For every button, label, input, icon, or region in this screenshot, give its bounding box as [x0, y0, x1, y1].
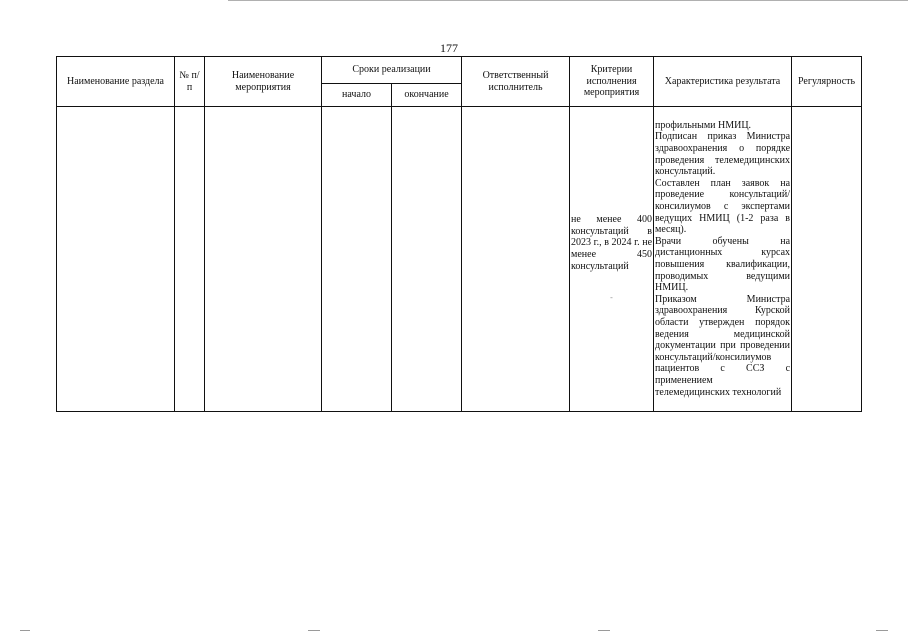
criteria-mark: - [610, 293, 613, 303]
result-line: Врачи обучены на дистанционных курсах повышения квалификации, проводимых ведущими НМИЦ. [655, 235, 791, 294]
result-line: Подписан приказ Министра здравоохранения о порядке проведения телемедицинских консультаций. [655, 131, 791, 178]
header-end: окончание [392, 84, 462, 107]
header-regularity: Регулярность [792, 57, 862, 107]
cell-number [175, 107, 205, 412]
cell-end [392, 107, 462, 412]
scan-top-rule [228, 0, 908, 1]
scan-mark [598, 630, 610, 631]
cell-result [654, 107, 792, 412]
cell-criteria [570, 107, 654, 412]
page-number [0, 41, 908, 56]
cell-activity-name [205, 107, 322, 412]
header-responsible: Ответственный исполнитель [462, 57, 570, 107]
criteria-text: не менее 400 консультаций в 2023 г., в 2024 г. не менее 450 консультаций [571, 214, 653, 272]
table-row [57, 107, 862, 412]
activity-plan-table [56, 56, 862, 412]
cell-start [322, 107, 392, 412]
scan-mark [20, 630, 30, 631]
result-text [654, 120, 791, 398]
scan-mark [308, 630, 320, 631]
result-line: Составлен план заявок на проведение консультаций/консилиумов с экспертами ведущих НМИЦ (1-2 раза в месяц). [655, 177, 791, 236]
header-section-name: Наименование раздела [57, 57, 175, 107]
header-activity-name: Наименование мероприятия [205, 57, 322, 107]
table-header [57, 57, 862, 107]
result-line: профильными НМИЦ. [655, 119, 752, 131]
cell-regularity [792, 107, 862, 412]
header-result: Характеристика результата [654, 57, 792, 107]
scan-mark [876, 630, 888, 631]
header-number: № п/п [175, 57, 205, 107]
cell-responsible [462, 107, 570, 412]
header-start: начало [322, 84, 392, 107]
header-criteria: Критерии исполнения мероприятия [570, 57, 654, 107]
cell-section-name [57, 107, 175, 412]
header-timeline: Сроки реализации [322, 57, 462, 84]
page-number-text: 177 [440, 41, 458, 55]
result-line: Приказом Министра здравоохранения Курской области утвержден порядок ведения медицинской документации при проведении консультаций/консилиумов пациентов с ССЗ с применением телемедицинских технологий [655, 293, 791, 398]
